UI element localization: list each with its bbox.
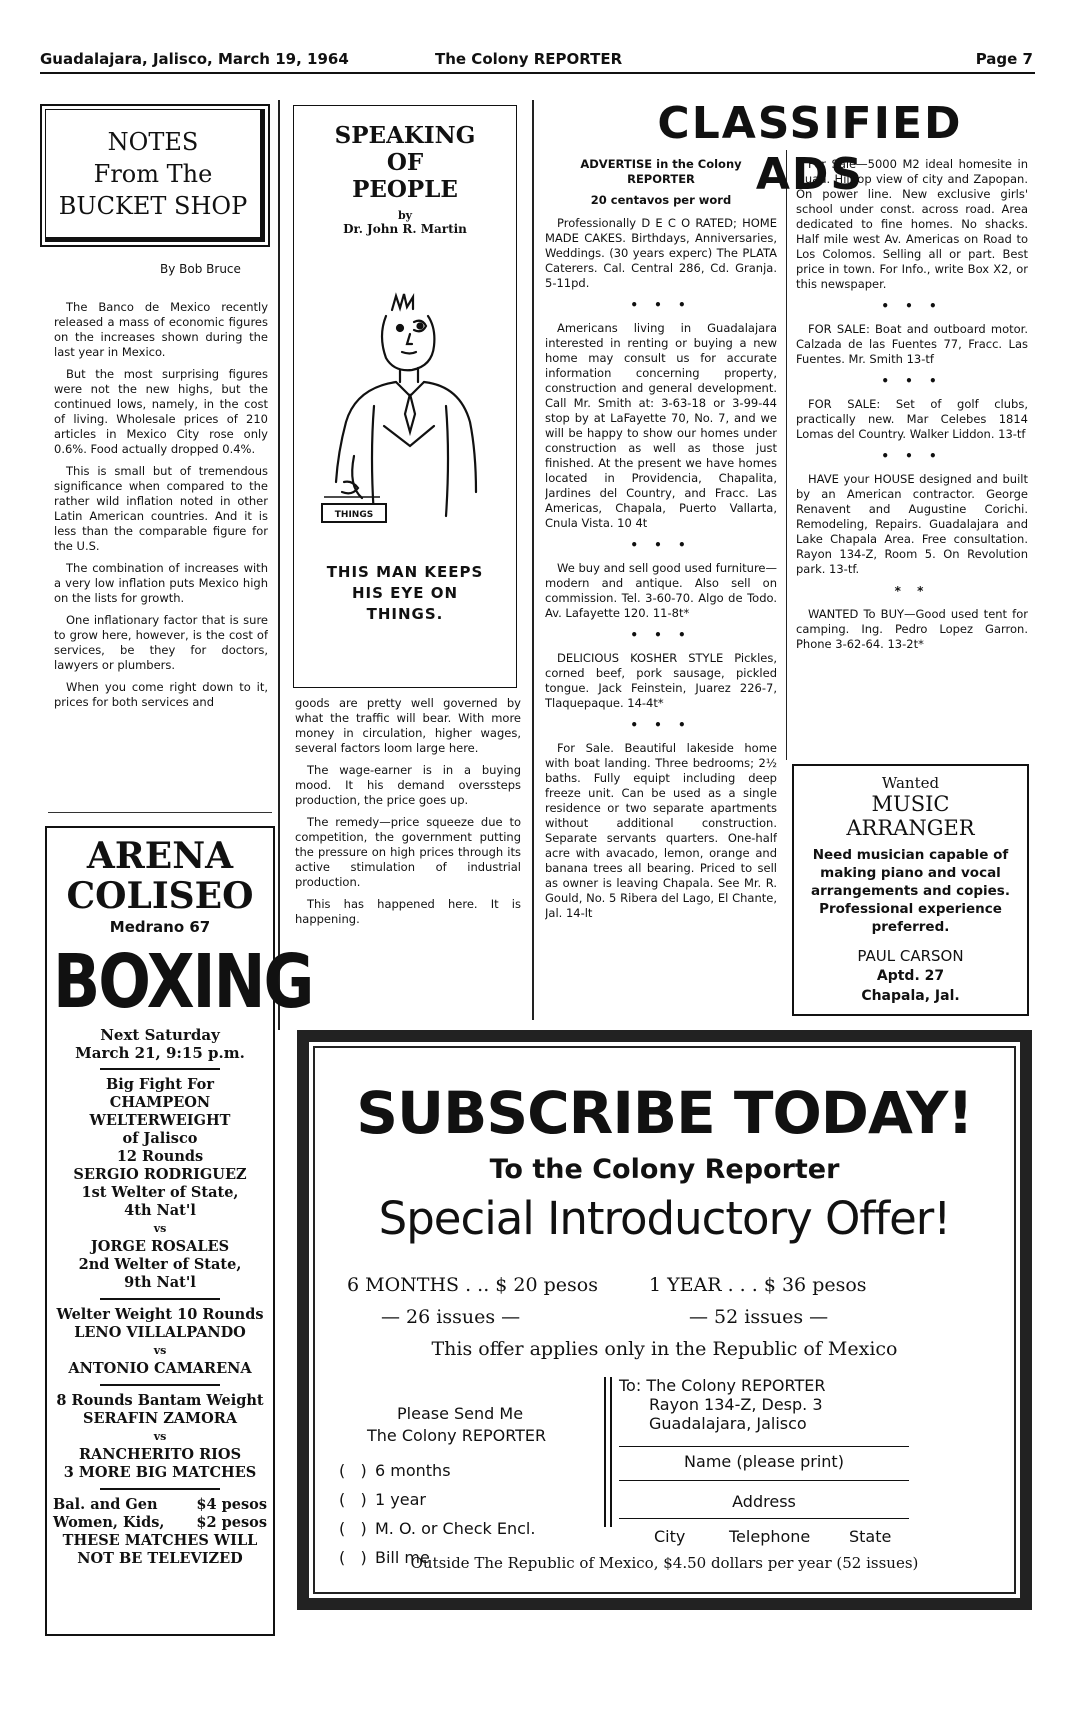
classified-column-1: [545, 157, 777, 1017]
classified-column-2: [796, 157, 1028, 757]
speaking-paragraph: This has happened here. It is happening.: [295, 897, 521, 926]
main-bout: [53, 1076, 267, 1292]
cartoon-caption: [294, 562, 516, 625]
option-label: M. O. or Check Encl.: [375, 1519, 536, 1538]
third-bout: [53, 1392, 267, 1482]
second-bout: [53, 1306, 267, 1378]
separator: • • •: [881, 374, 943, 388]
price-value: $4 pesos: [196, 1496, 267, 1513]
bout-line: vs: [153, 1430, 167, 1443]
price-label: Bal. and Gen: [53, 1496, 158, 1513]
notes-title-line: From The: [93, 159, 213, 188]
address-line: Rayon 134-Z, Desp. 3: [649, 1395, 823, 1414]
notes-article: [54, 300, 268, 805]
subscribe-headline: SUBSCRIBE TODAY!: [356, 1079, 973, 1147]
music-contact-apt: Aptd. 27: [876, 968, 945, 984]
bout-line: 2nd Welter of State,: [78, 1256, 242, 1273]
option-row[interactable]: [339, 1485, 535, 1514]
subscribe-offer-title: Special Introductory Offer!: [378, 1192, 951, 1245]
notes-title-box: [40, 104, 270, 247]
event-day: Next Saturday: [100, 1026, 220, 1044]
speaking-paragraph: The remedy—price squeeze due to competition, the government putting the pressure on high prices through its active stimulation of industrial production.: [295, 815, 521, 889]
price-value: $2 pesos: [196, 1514, 267, 1531]
ticket-prices: [53, 1496, 267, 1568]
header-page-number: Page 7: [975, 50, 1033, 68]
arena-title: ARENA: [86, 835, 234, 877]
offer-6-months: 6 MONTHS . .. $ 20 pesos: [347, 1274, 598, 1296]
option-label: 1 year: [375, 1490, 426, 1509]
mailing-address: [619, 1376, 825, 1433]
classified-ad: Professionally D E C O RATED; HOME MADE CAKES. Birthdays, Anniversaries, Weddings. (30 years experc) The PLATA Caterers. Cal. Central 286, Cd. Granja. 5-11pd.: [545, 216, 777, 290]
notes-paragraph: The combination of increases with a very low inflation puts Mexico high on the lists for growth.: [54, 561, 268, 605]
music-arranger-ad: [792, 764, 1029, 1016]
speaking-title: SPEAKING: [334, 122, 476, 149]
outside-mexico-price: Outside The Republic of Mexico, $4.50 dollars per year (52 issues): [410, 1554, 919, 1572]
address-line: Guadalajara, Jalisco: [649, 1414, 807, 1433]
address-field-label: Address: [732, 1492, 796, 1511]
page-header: [40, 48, 1035, 74]
checkbox[interactable]: ( ): [339, 1519, 367, 1538]
caption-line: HIS EYE ON: [351, 584, 459, 602]
form-divider: [604, 1377, 612, 1527]
divider: [100, 1298, 220, 1300]
column-rule: [532, 100, 534, 1020]
bout-line: Welter Weight 10 Rounds: [56, 1306, 264, 1323]
caption-line: THIS MAN KEEPS: [326, 563, 484, 581]
music-contact-name: PAUL CARSON: [857, 947, 964, 965]
header-dateline: Guadalajara, Jalisco, March 19, 1964: [40, 50, 349, 68]
music-title: MUSIC: [871, 792, 950, 816]
bout-line: JORGE ROSALES: [90, 1238, 230, 1255]
offer-1-year-issues: — 52 issues —: [689, 1306, 829, 1328]
address-field[interactable]: [619, 1518, 909, 1519]
classified-ad: HAVE your HOUSE designed and built by an American contractor. George Renavent and Augustine Corichi. Remodeling, Repairs. Guadalajara and Lake Chapala Area. Free consultation. Rayon 134-Z, Room 5. On Revolution park. 13-tf.: [796, 472, 1028, 576]
bout-line: ANTONIO CAMARENA: [68, 1360, 252, 1377]
notes-paragraph: One inflationary factor that is sure to grow here, however, is the cost of services, be they for doctors, lawyers or plumbers.: [54, 613, 268, 672]
divider: [48, 812, 272, 813]
bout-line: vs: [153, 1344, 167, 1357]
name-field[interactable]: [619, 1480, 909, 1481]
separator: • • •: [881, 299, 943, 313]
classified-intro: REPORTER: [627, 172, 695, 186]
speaking-article: [295, 696, 521, 1014]
bout-line: of Jalisco: [122, 1130, 198, 1147]
classified-ad: DELICIOUS KOSHER STYLE Pickles, corned beef, pork sausage, pickled tongue. Jack Feinstein, Juarez 226-7, Tlaquepaque. 14-4t*: [545, 651, 777, 710]
classified-ad: Americans living in Guadalajara interested in renting or buying a new home may consult us for accurate information concerning property, construction and general development. Call Mr. Smith at: 3-63-18 or 3-99-44 stop by at LaFayette 70, No. 7, and we will be happy to show our homes under construction as well as those just finished. At the present we have homes located in Providencia, Chapalita, Jardines del Country, and Fracc. Las Americas, Chapala, Puerto Vallarta, Cnula Vista. 10 4t: [545, 321, 777, 530]
classified-ad: WANTED To BUY—Good used tent for camping. Ing. Pedro Lopez Garron. Phone 3-62-64. 13-2t*: [796, 607, 1028, 651]
notes-paragraph: When you come right down to it, prices for both services and: [54, 680, 268, 709]
offer-1-year: 1 YEAR . . . $ 36 pesos: [649, 1274, 867, 1296]
speaking-of-people-box: [293, 105, 517, 688]
bout-line: Big Fight For: [106, 1076, 214, 1093]
boxing-advertisement: [45, 826, 313, 1636]
classified-ad: FOR SALE: Boat and outboard motor. Calzada de las Fuentes 77, Fracc. Las Fuentes. Mr. Smith 13-tf: [796, 322, 1028, 366]
cartoon-man-illustration: [314, 286, 498, 526]
city-field-label: City: [654, 1527, 686, 1546]
notes-paragraph: The Banco de Mexico recently released a mass of economic figures on the increases shown during the last year in Mexico.: [54, 300, 268, 359]
classified-ad: For Sale—5000 M2 ideal homesite in Guad. Hilltop view of city and Zapopan. On power line. New exclusive girls' school under const. across road. Area dedicated to fine homes. No shacks. Half mile west Av. Americas on Road to Los Colomos. Selling all or part. Best price in town. For Info., write Box X2, or this newspaper.: [796, 157, 1028, 291]
bout-line: SERGIO RODRIGUEZ: [73, 1166, 247, 1183]
music-title: ARRANGER: [846, 816, 975, 840]
bout-line: 3 MORE BIG MATCHES: [63, 1464, 257, 1481]
option-row[interactable]: [339, 1514, 535, 1543]
separator: • • •: [630, 628, 692, 642]
bout-line: 1st Welter of State,: [81, 1184, 239, 1201]
please-send: Please Send Me: [397, 1404, 524, 1423]
offer-applies-note: This offer applies only in the Republic of Mexico: [431, 1338, 898, 1360]
separator: • • •: [630, 298, 692, 312]
bout-line: WELTERWEIGHT: [89, 1112, 231, 1129]
bout-line: 4th Nat'l: [124, 1202, 196, 1219]
checkbox[interactable]: ( ): [339, 1490, 367, 1509]
bout-line: SERAFIN ZAMORA: [82, 1410, 238, 1427]
classified-ad: For Sale. Beautiful lakeside home with boat landing. Three bedrooms; 2½ baths. Fully equipt including deep freeze unit. Can be used as a single residence or two separate apartments without additional construction. Separate servants quarters. One-half acre with avacado, lemon, orange and banana trees all bearing. Priced to sell as owner is leaving Chapala. See Mr. R. Gould, No. 5 Ribera del Lago, El Chante, Jal. 14-lt: [545, 741, 777, 920]
bout-line: vs: [153, 1222, 167, 1235]
subscribe-subhead: To the Colony Reporter: [489, 1154, 840, 1185]
televized-note: THESE MATCHES WILL: [62, 1532, 258, 1549]
notes-title-line: NOTES: [107, 127, 199, 156]
cartoon-sign-text: THINGS: [334, 510, 374, 520]
speaking-paragraph: The wage-earner is in a buying mood. It his demand overssteps production, the price goes up.: [295, 763, 521, 807]
column-rule: [278, 100, 280, 1030]
notes-title-line: BUCKET SHOP: [58, 191, 248, 220]
music-body: Need musician capable of making piano and vocal arrangements and copies. Professional experience preferred.: [811, 847, 1010, 935]
music-wanted: Wanted: [881, 774, 940, 792]
speaking-by: by: [397, 209, 413, 222]
price-label: Women, Kids,: [53, 1514, 165, 1531]
checkbox[interactable]: ( ): [339, 1548, 367, 1567]
header-masthead: The Colony REPORTER: [435, 50, 623, 68]
divider: [100, 1384, 220, 1386]
option-label: Bill me: [375, 1548, 430, 1567]
bout-line: 9th Nat'l: [124, 1274, 196, 1291]
classified-ads-title: CLASSIFIED ADS: [657, 98, 963, 200]
boxing-headline: BOXING: [53, 937, 313, 1026]
music-contact-city: Chapala, Jal.: [861, 988, 960, 1004]
price-row: [53, 1496, 267, 1514]
divider: [100, 1488, 220, 1490]
bout-line: 8 Rounds Bantam Weight: [56, 1392, 264, 1409]
notes-paragraph: But the most surprising figures were not the new highs, but the continued lows, namely, in the cost of living. Wholesale prices of 210 articles in Mexico City rose only 0.6%. Food actually dropped 0.4%.: [54, 367, 268, 456]
classified-intro: ADVERTISE in the Colony: [580, 157, 742, 171]
bout-line: CHAMPEON: [109, 1094, 211, 1111]
notes-byline: By Bob Bruce: [160, 262, 241, 276]
bout-line: RANCHERITO RIOS: [78, 1446, 242, 1463]
address-line: To: The Colony REPORTER: [619, 1376, 826, 1395]
divider: [100, 1068, 220, 1070]
bout-line: LENO VILLALPANDO: [74, 1324, 246, 1341]
separator: • • •: [630, 718, 692, 732]
price-row: [53, 1514, 267, 1532]
event-date: March 21, 9:15 p.m.: [75, 1044, 245, 1062]
arena-address: Medrano 67: [109, 918, 211, 936]
arena-title: COLISEO: [66, 875, 254, 917]
speaking-title: OF: [386, 149, 424, 176]
speaking-title: PEOPLE: [352, 176, 458, 203]
televized-note: NOT BE TELEVIZED: [77, 1550, 243, 1567]
option-row[interactable]: [339, 1456, 535, 1485]
classified-ad: FOR SALE: Set of golf clubs, practically new. Mar Celebes 1814 Lomas del Country. Walker Liddon. 13-tf: [796, 397, 1028, 441]
subscribe-ad: [297, 1030, 1032, 1610]
checkbox[interactable]: ( ): [339, 1461, 367, 1480]
speaking-paragraph: goods are pretty well governed by what the traffic will bear. With more money in circulation, higher wages, several factors loom large here.: [295, 696, 521, 755]
please-send-paper: The Colony REPORTER: [367, 1426, 547, 1445]
notes-paragraph: This is small but of tremendous significance when compared to the rather wild inflation noted in other Latin American countries. And it is less than the comparable figure for the U.S.: [54, 464, 268, 553]
classified-ad: We buy and sell good used furniture—modern and antique. Also sell on commission. Tel. 3-60-70. Algo de Todo. Av. Lafayette 120. 11-8t*: [545, 561, 777, 620]
name-field-label: Name (please print): [684, 1452, 844, 1471]
separator: * *: [894, 584, 930, 598]
separator: • • •: [630, 538, 692, 552]
classified-rate: 20 centavos per word: [590, 193, 732, 207]
offer-6-months-issues: — 26 issues —: [381, 1306, 521, 1328]
separator: • • •: [881, 449, 943, 463]
column-rule: [786, 150, 787, 760]
state-field-label: State: [849, 1527, 892, 1546]
caption-line: THINGS.: [366, 605, 444, 623]
option-label: 6 months: [375, 1461, 451, 1480]
telephone-field-label: Telephone: [729, 1527, 811, 1546]
form-line: [619, 1446, 909, 1447]
speaking-author: Dr. John R. Martin: [343, 222, 467, 236]
bout-line: 12 Rounds: [116, 1148, 204, 1165]
